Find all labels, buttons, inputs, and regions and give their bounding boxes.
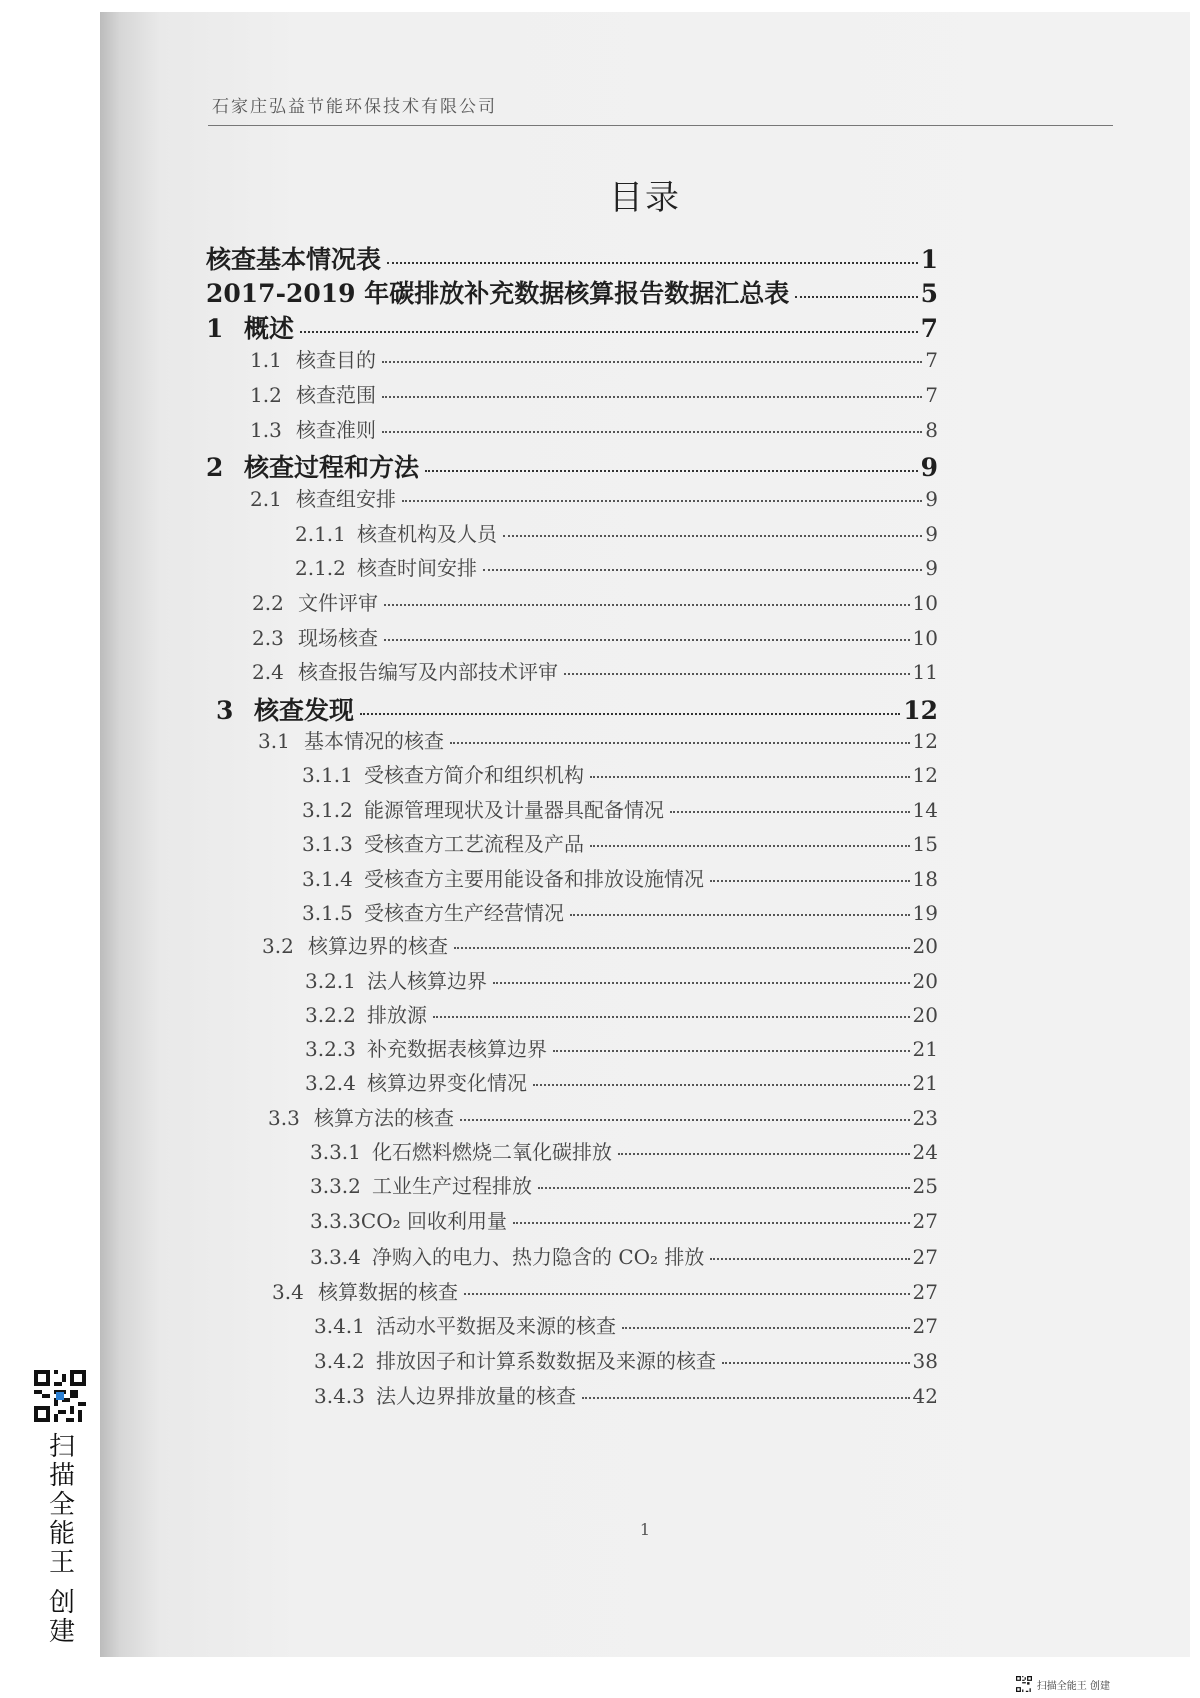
toc-leader-dots bbox=[382, 361, 922, 363]
toc-entry-page: 7 bbox=[925, 348, 938, 372]
toc-entry-number: 2 bbox=[206, 453, 224, 482]
toc-entry-number: 3.1.1 bbox=[302, 763, 353, 787]
toc-entry-label: 概述 bbox=[244, 314, 295, 343]
toc-entry-label: 基本情况的核查 bbox=[304, 729, 444, 753]
toc-leader-dots bbox=[503, 535, 922, 537]
toc-leader-dots bbox=[300, 331, 918, 333]
toc-entry bbox=[310, 1205, 938, 1234]
toc-leader-dots bbox=[513, 1222, 910, 1224]
toc-entry-label: 化石燃料燃烧二氧化碳排放 bbox=[372, 1140, 612, 1164]
toc-leader-dots bbox=[564, 673, 910, 675]
toc-entry bbox=[250, 344, 938, 373]
toc-entry-page: 21 bbox=[912, 1071, 938, 1095]
toc-leader-dots bbox=[433, 1016, 910, 1018]
toc-title: 目录 bbox=[609, 178, 681, 218]
toc-entry-page: 7 bbox=[925, 383, 938, 407]
toc-leader-dots bbox=[722, 1362, 910, 1364]
toc-entry-number: 3.2 bbox=[262, 934, 294, 958]
toc-entry-label: 受核查方主要用能设备和排放设施情况 bbox=[364, 867, 704, 891]
toc-entry bbox=[305, 965, 938, 994]
toc-leader-dots bbox=[582, 1397, 910, 1399]
toc-entry-label: 核查时间安排 bbox=[357, 556, 477, 580]
toc-entry-label: 核查目的 bbox=[296, 348, 376, 372]
toc-entry-number: 3.2.3 bbox=[305, 1037, 356, 1061]
toc-entry bbox=[216, 691, 938, 727]
toc-entry-label: 核算方法的核查 bbox=[314, 1106, 454, 1130]
toc-entry-number: 3 bbox=[216, 696, 234, 725]
toc-leader-dots bbox=[710, 880, 910, 882]
toc-entry bbox=[302, 794, 938, 823]
toc-leader-dots bbox=[425, 470, 918, 472]
toc-entry-number: 3.3 bbox=[268, 1106, 300, 1130]
toc-entry bbox=[250, 483, 938, 512]
toc-entry bbox=[302, 828, 938, 857]
toc-entry bbox=[305, 1033, 938, 1062]
toc-entry-page: 7 bbox=[920, 314, 938, 343]
footer-watermark bbox=[1016, 1676, 1110, 1692]
toc-entry bbox=[206, 274, 938, 310]
toc-entry-number: 3.2.4 bbox=[305, 1071, 356, 1095]
toc-entry-label: 核算边界变化情况 bbox=[367, 1071, 527, 1095]
toc-entry-page: 23 bbox=[912, 1106, 938, 1130]
toc-leader-dots bbox=[402, 500, 922, 502]
toc-leader-dots bbox=[387, 262, 918, 264]
toc-entry-page: 19 bbox=[912, 901, 938, 925]
toc-entry-number: 3.3.1 bbox=[310, 1140, 361, 1164]
toc-entry-label: 工业生产过程排放 bbox=[372, 1174, 532, 1198]
toc-entry-label: 核查组安排 bbox=[296, 487, 396, 511]
toc-leader-dots bbox=[464, 1293, 910, 1295]
toc-entry bbox=[268, 1102, 938, 1131]
page-number: 1 bbox=[639, 1520, 651, 1539]
toc-entry-label: 受核查方生产经营情况 bbox=[364, 901, 564, 925]
toc-entry bbox=[302, 897, 938, 926]
toc-entry-label: 能源管理现状及计量器具配备情况 bbox=[364, 798, 664, 822]
scanner-watermark bbox=[30, 1370, 90, 1660]
toc-entry-label: 核查过程和方法 bbox=[244, 453, 420, 482]
toc-entry-label: 核算边界的核查 bbox=[308, 934, 448, 958]
toc-entry-label: 核查范围 bbox=[296, 383, 376, 407]
toc-leader-dots bbox=[553, 1050, 910, 1052]
toc-entry-number: 3.3.4 bbox=[310, 1245, 361, 1269]
toc-entry-page: 24 bbox=[912, 1140, 938, 1164]
toc-leader-dots bbox=[384, 604, 910, 606]
toc-leader-dots bbox=[460, 1119, 910, 1121]
toc-entry-number: 3.4.1 bbox=[314, 1314, 365, 1338]
toc-leader-dots bbox=[493, 982, 910, 984]
toc-leader-dots bbox=[795, 296, 917, 298]
toc-entry-number: 1.3 bbox=[250, 418, 282, 442]
toc-entry-page: 1 bbox=[920, 245, 938, 274]
toc-entry bbox=[258, 725, 938, 754]
toc-entry-label: 核查机构及人员 bbox=[357, 522, 497, 546]
toc-entry bbox=[250, 379, 938, 408]
toc-entry-page: 12 bbox=[903, 696, 938, 725]
toc-leader-dots bbox=[710, 1258, 909, 1260]
toc-entry-page: 38 bbox=[912, 1349, 938, 1373]
toc-entry bbox=[310, 1241, 938, 1270]
toc-leader-dots bbox=[360, 713, 900, 715]
toc-entry bbox=[314, 1380, 938, 1409]
toc-entry-number: 3.1 bbox=[258, 729, 290, 753]
qr-code-icon bbox=[34, 1370, 86, 1422]
toc-entry-number: 3.2.1 bbox=[305, 969, 356, 993]
toc-entry-label: 排放源 bbox=[367, 1003, 427, 1027]
toc-entry-page: 9 bbox=[925, 522, 938, 546]
toc-entry-label: 核查报告编写及内部技术评审 bbox=[298, 660, 558, 684]
toc-leader-dots bbox=[454, 947, 910, 949]
toc-leader-dots bbox=[622, 1327, 910, 1329]
toc-leader-dots bbox=[384, 639, 910, 641]
toc-entry-page: 27 bbox=[912, 1314, 938, 1338]
toc-entry bbox=[305, 999, 938, 1028]
toc-entry-label: 核查基本情况表 bbox=[206, 245, 382, 274]
toc-entry-page: 8 bbox=[925, 418, 938, 442]
toc-entry-page: 42 bbox=[912, 1384, 938, 1408]
toc-entry-label: 受核查方简介和组织机构 bbox=[364, 763, 584, 787]
toc-leader-dots bbox=[382, 396, 922, 398]
company-header: 石家庄弘益节能环保技术有限公司 bbox=[212, 97, 497, 117]
toc-leader-dots bbox=[538, 1187, 910, 1189]
toc-entry-label: 文件评审 bbox=[298, 591, 378, 615]
toc-entry-label: 法人核算边界 bbox=[367, 969, 487, 993]
toc-entry-page: 20 bbox=[912, 934, 938, 958]
toc-entry-number: 3.3.2 bbox=[310, 1174, 361, 1198]
toc-entry-page: 11 bbox=[912, 660, 938, 684]
toc-entry-page: 9 bbox=[925, 487, 938, 511]
toc-entry-label: 排放因子和计算系数数据及来源的核查 bbox=[376, 1349, 716, 1373]
toc-entry bbox=[314, 1310, 938, 1339]
toc-entry bbox=[262, 930, 938, 959]
toc-entry-label: 受核查方工艺流程及产品 bbox=[364, 832, 584, 856]
toc-entry bbox=[310, 1170, 938, 1199]
toc-entry bbox=[305, 1067, 938, 1096]
toc-entry-number: 3.1.3 bbox=[302, 832, 353, 856]
toc-entry-number: 3.1.2 bbox=[302, 798, 353, 822]
toc-entry-number: 3.4 bbox=[272, 1280, 304, 1304]
toc-entry-number: 2.1.2 bbox=[295, 556, 346, 580]
toc-entry bbox=[295, 552, 938, 581]
toc-entry bbox=[272, 1276, 938, 1305]
toc-entry-label: 核查准则 bbox=[296, 418, 376, 442]
toc-entry-number: 3.4.2 bbox=[314, 1349, 365, 1373]
toc-entry bbox=[252, 587, 938, 616]
toc-entry-page: 9 bbox=[925, 556, 938, 580]
toc-entry-number: 3.2.2 bbox=[305, 1003, 356, 1027]
scanner-watermark-text: 扫描全能王 创建 bbox=[44, 1432, 75, 1647]
toc-entry bbox=[206, 309, 938, 345]
toc-entry-page: 27 bbox=[912, 1245, 938, 1269]
toc-leader-dots bbox=[450, 742, 910, 744]
toc-leader-dots bbox=[670, 811, 910, 813]
toc-entry-label: 法人边界排放量的核查 bbox=[376, 1384, 576, 1408]
toc-entry-number: 2.2 bbox=[252, 591, 284, 615]
toc-entry-page: 15 bbox=[912, 832, 938, 856]
toc-entry-number: 2.3 bbox=[252, 626, 284, 650]
toc-entry-label: 现场核查 bbox=[298, 626, 378, 650]
toc-entry-label: 净购入的电力、热力隐含的 CO₂ 排放 bbox=[372, 1245, 705, 1269]
toc-entry-number: 3.1.4 bbox=[302, 867, 353, 891]
toc-entry-label: 补充数据表核算边界 bbox=[367, 1037, 547, 1061]
toc-leader-dots bbox=[618, 1153, 910, 1155]
toc-entry-label: 3.3.3CO₂ 回收利用量 bbox=[310, 1209, 507, 1233]
toc-entry-label: 核算数据的核查 bbox=[318, 1280, 458, 1304]
toc-entry-number: 3.4.3 bbox=[314, 1384, 365, 1408]
toc-entry bbox=[314, 1345, 938, 1374]
toc-leader-dots bbox=[533, 1084, 910, 1086]
toc-entry-page: 10 bbox=[912, 626, 938, 650]
toc-entry-page: 27 bbox=[912, 1280, 938, 1304]
toc-entry-number: 1.2 bbox=[250, 383, 282, 407]
toc-leader-dots bbox=[590, 845, 910, 847]
footer-watermark-text: 扫描全能王 创建 bbox=[1036, 1680, 1110, 1692]
toc-entry bbox=[206, 240, 938, 276]
toc-entry bbox=[252, 656, 938, 685]
toc-leader-dots bbox=[382, 431, 922, 433]
toc-entry-page: 9 bbox=[920, 453, 938, 482]
toc-entry-page: 12 bbox=[912, 729, 938, 753]
toc-entry bbox=[206, 448, 938, 484]
toc-entry-page: 10 bbox=[912, 591, 938, 615]
toc-entry-number: 2.1 bbox=[250, 487, 282, 511]
toc-entry bbox=[252, 622, 938, 651]
toc-entry bbox=[302, 759, 938, 788]
toc-entry-number: 1.1 bbox=[250, 348, 282, 372]
toc-leader-dots bbox=[570, 914, 910, 916]
toc-entry-label: 2017-2019 年碳排放补充数据核算报告数据汇总表 bbox=[206, 279, 790, 308]
toc-entry bbox=[302, 863, 938, 892]
toc-entry-page: 20 bbox=[912, 969, 938, 993]
toc-entry-page: 18 bbox=[912, 867, 938, 891]
toc-entry-page: 12 bbox=[912, 763, 938, 787]
toc-entry-page: 20 bbox=[912, 1003, 938, 1027]
toc-entry-number: 1 bbox=[206, 314, 224, 343]
toc-entry-number: 2.4 bbox=[252, 660, 284, 684]
toc-entry-number: 3.1.5 bbox=[302, 901, 353, 925]
toc-entry-page: 14 bbox=[912, 798, 938, 822]
toc-entry-page: 21 bbox=[912, 1037, 938, 1061]
toc-entry-number: 2.1.1 bbox=[295, 522, 346, 546]
toc-entry bbox=[250, 414, 938, 443]
toc-entry-page: 25 bbox=[912, 1174, 938, 1198]
toc-entry-page: 5 bbox=[920, 279, 938, 308]
toc-entry bbox=[310, 1136, 938, 1165]
toc-entry-label: 核查发现 bbox=[254, 696, 355, 725]
header-rule bbox=[208, 125, 1113, 126]
qr-code-small-icon bbox=[1016, 1676, 1032, 1692]
toc-entry-label: 活动水平数据及来源的核查 bbox=[376, 1314, 616, 1338]
toc-leader-dots bbox=[483, 569, 922, 571]
toc-entry bbox=[295, 518, 938, 547]
toc-leader-dots bbox=[590, 776, 910, 778]
document-photo bbox=[100, 12, 1190, 1657]
toc-entry-page: 27 bbox=[912, 1209, 938, 1233]
